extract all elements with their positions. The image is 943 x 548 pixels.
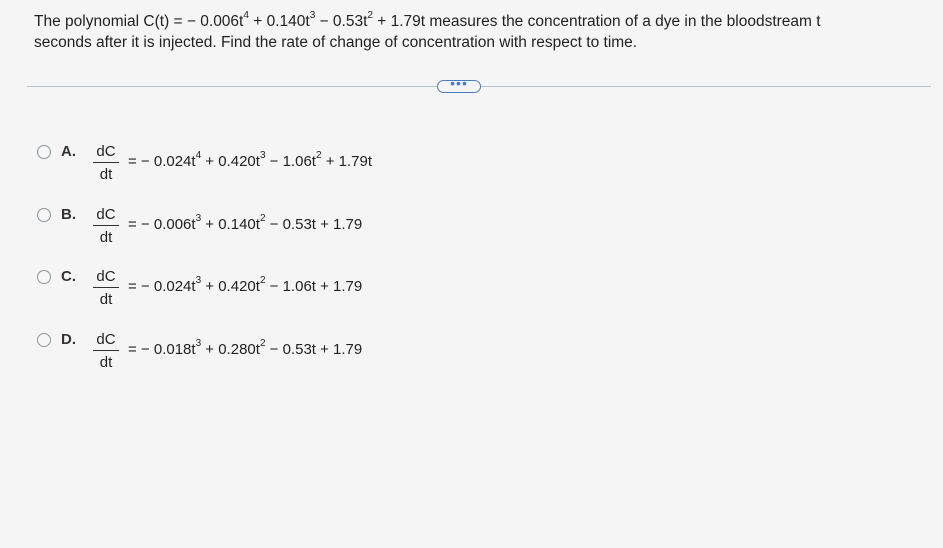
exponent: 2 (259, 213, 266, 224)
expression-segment: = − 0.018t (128, 341, 196, 358)
option-expression (128, 213, 363, 233)
question-text-segment: The polynomial C(t) = − 0.006t (34, 13, 244, 30)
exponent: 4 (195, 150, 202, 161)
exponent: 2 (259, 338, 266, 349)
expand-more-button[interactable] (437, 75, 481, 93)
option-letter: C. (61, 268, 76, 285)
radio-button-c[interactable] (37, 270, 51, 284)
fraction-denominator: dt (99, 291, 113, 308)
fraction-numerator: dC (96, 268, 116, 285)
expression-segment: − 1.06t (265, 153, 316, 170)
derivative-fraction (92, 330, 120, 372)
exponent: 2 (367, 9, 373, 21)
exponent: 2 (259, 275, 266, 286)
fraction-denominator: dt (99, 166, 113, 183)
expression-segment: = − 0.006t (128, 216, 196, 233)
derivative-fraction (92, 205, 120, 247)
expression-segment: = − 0.024t (128, 153, 196, 170)
expression-segment: + 0.280t (201, 341, 260, 358)
exponent: 3 (195, 213, 202, 224)
fraction-denominator: dt (99, 229, 113, 246)
fraction-numerator: dC (96, 143, 116, 160)
option-letter: D. (61, 331, 76, 348)
expression-segment: = − 0.024t (128, 278, 196, 295)
radio-button-b[interactable] (37, 208, 51, 222)
question-line-2: seconds after it is injected. Find the rate of change of concentration with respect to time. (34, 34, 638, 51)
fraction-bar (93, 162, 119, 163)
fraction-bar (93, 350, 119, 351)
question-text (34, 11, 924, 53)
exponent: 3 (309, 9, 316, 21)
expression-segment: + 0.420t (201, 278, 260, 295)
question-text-segment: + 0.140t (248, 13, 310, 30)
radio-button-a[interactable] (37, 145, 51, 159)
question-line-1 (34, 11, 924, 32)
fraction-denominator: dt (99, 354, 113, 371)
exponent: 3 (195, 275, 202, 286)
question-text-segment: − 0.53t (315, 13, 368, 30)
question-text-segment: + 1.79t measures the concentration of a dye in the bloodstream t (372, 13, 821, 30)
derivative-fraction (92, 142, 120, 184)
expression-segment: + 0.140t (201, 216, 260, 233)
expression-segment: − 0.53t + 1.79 (265, 216, 363, 233)
answer-option-d[interactable] (36, 328, 486, 378)
fraction-numerator: dC (96, 206, 116, 223)
derivative-fraction (92, 267, 120, 309)
fraction-numerator: dC (96, 331, 116, 348)
radio-button-d[interactable] (37, 333, 51, 347)
option-expression (128, 275, 363, 295)
answer-option-a[interactable] (36, 140, 486, 190)
option-letter: A. (61, 143, 76, 160)
answer-option-c[interactable] (36, 265, 486, 315)
answer-option-b[interactable] (36, 203, 486, 253)
option-expression (128, 150, 372, 170)
fraction-bar (93, 225, 119, 226)
exponent: 3 (195, 338, 202, 349)
ellipsis-icon: ••• (450, 75, 468, 91)
option-expression (128, 338, 363, 358)
fraction-bar (93, 287, 119, 288)
option-letter: B. (61, 206, 76, 223)
expression-segment: − 1.06t + 1.79 (265, 278, 363, 295)
exponent: 4 (243, 9, 249, 21)
exponent: 3 (259, 150, 266, 161)
expression-segment: + 1.79t (321, 153, 372, 170)
exponent: 2 (315, 150, 322, 161)
expression-segment: + 0.420t (201, 153, 260, 170)
expression-segment: − 0.53t + 1.79 (265, 341, 363, 358)
